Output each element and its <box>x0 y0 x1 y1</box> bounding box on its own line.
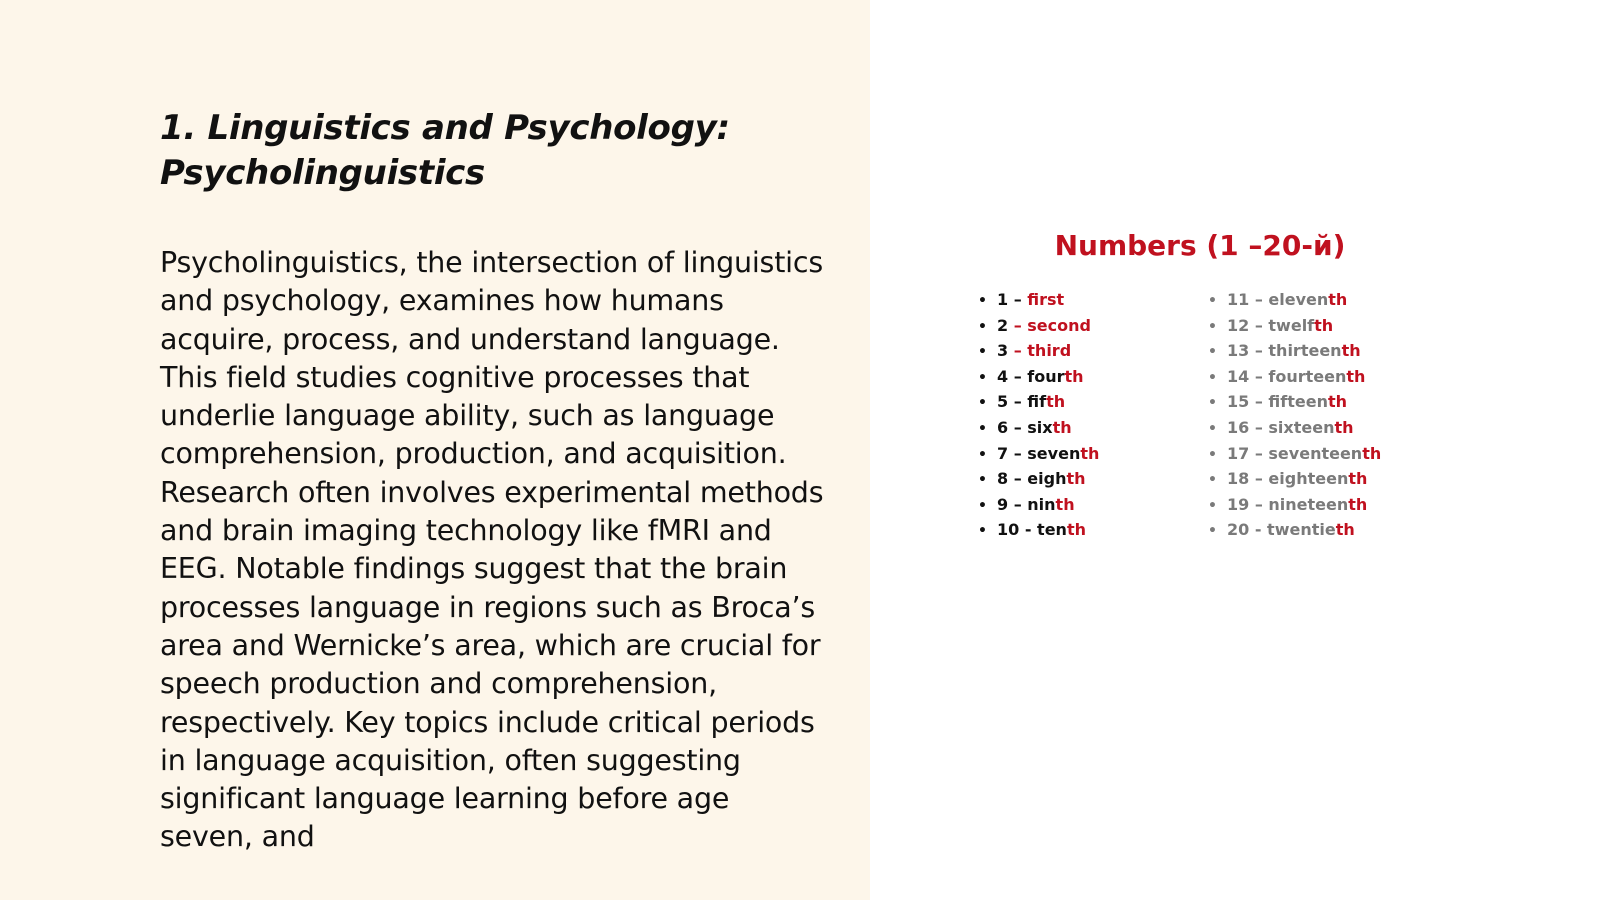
ordinal-suffix: th <box>1348 494 1368 514</box>
bullet-icon: • <box>1208 523 1217 540</box>
ordinal-stem: fifteen <box>1268 392 1328 412</box>
ordinal-separator: – <box>1249 469 1269 489</box>
slide-title: 1. Linguistics and Psychology: Psycholinguistics <box>160 108 730 193</box>
ordinal-suffix: th <box>1080 443 1100 463</box>
ordinal-stem: sixteen <box>1268 417 1335 437</box>
ordinal-list-item <box>978 314 1198 340</box>
ordinal-suffix: th <box>1346 366 1366 386</box>
ordinal-number: 11 <box>1227 290 1250 309</box>
bullet-icon: • <box>978 523 987 540</box>
ordinal-number: 2 <box>997 315 1009 335</box>
ordinals-list-1-10 <box>978 288 1198 544</box>
ordinal-stem: ten <box>1037 520 1067 540</box>
ordinal-stem: eleven <box>1268 290 1329 309</box>
ordinal-suffix: th <box>1052 417 1072 437</box>
ordinal-stem: seven <box>1027 443 1081 463</box>
bullet-icon: • <box>1208 344 1217 361</box>
ordinal-list-item <box>978 416 1198 442</box>
ordinal-list-item <box>1208 314 1438 340</box>
bullet-icon: • <box>1208 497 1217 514</box>
ordinal-number: 19 <box>1227 494 1250 514</box>
ordinal-number: 15 <box>1227 392 1250 412</box>
ordinal-list-item <box>1208 288 1438 314</box>
bullet-icon: • <box>978 420 987 437</box>
bullet-icon: • <box>978 344 987 361</box>
ordinal-number: 9 <box>997 494 1009 514</box>
ordinal-suffix: th <box>1046 392 1066 412</box>
ordinal-separator: – <box>1249 366 1269 386</box>
ordinal-number: 3 <box>997 341 1009 361</box>
ordinal-suffix: th <box>1314 315 1334 335</box>
ordinal-number: 12 <box>1227 315 1250 335</box>
ordinal-suffix: th <box>1348 469 1368 489</box>
bullet-icon: • <box>978 369 987 386</box>
ordinal-list-item <box>978 288 1198 314</box>
ordinal-stem: seventeen <box>1268 443 1363 463</box>
bullet-icon: • <box>1208 446 1217 463</box>
ordinal-suffix: th <box>1334 417 1354 437</box>
ordinal-number: 6 <box>997 417 1009 437</box>
numbers-image-title: Numbers (1 –20-й) <box>1054 229 1346 262</box>
ordinal-suffix: second <box>1027 315 1091 335</box>
bullet-icon: • <box>1208 472 1217 489</box>
ordinal-list-item <box>1208 518 1438 544</box>
ordinal-list-item <box>1208 365 1438 391</box>
ordinal-list-item <box>978 390 1198 416</box>
ordinal-separator: – <box>1008 494 1028 514</box>
ordinal-stem: four <box>1027 366 1065 386</box>
ordinal-list-item <box>978 442 1198 468</box>
ordinal-separator: – <box>1008 341 1028 361</box>
ordinal-list-item <box>1208 493 1438 519</box>
bullet-icon: • <box>1208 318 1217 335</box>
ordinal-separator: – <box>1249 341 1269 361</box>
bullet-icon: • <box>978 395 987 412</box>
ordinal-suffix: th <box>1055 494 1075 514</box>
ordinal-separator: – <box>1008 469 1028 489</box>
bullet-icon: • <box>978 472 987 489</box>
ordinal-stem: fif <box>1027 392 1047 412</box>
ordinal-stem: thirteen <box>1268 341 1342 361</box>
ordinal-list-item <box>978 467 1198 493</box>
ordinal-suffix: th <box>1362 443 1382 463</box>
ordinal-numbers-image <box>960 220 1440 540</box>
ordinal-separator: - <box>1019 520 1038 540</box>
ordinal-stem: twelf <box>1268 315 1315 335</box>
ordinal-number: 4 <box>997 366 1009 386</box>
ordinal-suffix: third <box>1027 341 1072 361</box>
ordinal-separator: – <box>1008 443 1028 463</box>
ordinal-separator: – <box>1008 392 1028 412</box>
ordinal-stem: nineteen <box>1268 494 1349 514</box>
ordinal-list-item <box>1208 467 1438 493</box>
bullet-icon: • <box>1208 293 1217 309</box>
ordinal-number: 1 <box>997 290 1009 309</box>
ordinal-list-item <box>1208 442 1438 468</box>
ordinal-stem: nin <box>1027 494 1056 514</box>
ordinal-separator: – <box>1249 315 1269 335</box>
ordinal-suffix: first <box>1027 290 1065 309</box>
ordinal-separator: – <box>1249 443 1269 463</box>
ordinal-separator: – <box>1249 417 1269 437</box>
ordinals-list-11-20 <box>1208 288 1438 544</box>
ordinal-separator: - <box>1249 520 1268 540</box>
ordinal-number: 17 <box>1227 443 1250 463</box>
ordinal-list-item <box>1208 390 1438 416</box>
ordinal-list-item <box>978 339 1198 365</box>
ordinal-suffix: th <box>1328 290 1348 309</box>
ordinal-list-item <box>978 493 1198 519</box>
ordinal-separator: – <box>1249 392 1269 412</box>
ordinal-number: 5 <box>997 392 1009 412</box>
ordinal-stem: six <box>1027 417 1053 437</box>
bullet-icon: • <box>978 318 987 335</box>
bullet-icon: • <box>978 446 987 463</box>
bullet-icon: • <box>1208 395 1217 412</box>
ordinal-separator: – <box>1249 494 1269 514</box>
ordinal-separator: – <box>1008 366 1028 386</box>
ordinal-suffix: th <box>1341 341 1361 361</box>
ordinal-separator: – <box>1008 290 1028 309</box>
ordinal-number: 20 <box>1227 520 1250 540</box>
ordinal-separator: – <box>1249 290 1269 309</box>
ordinal-stem: fourteen <box>1268 366 1347 386</box>
bullet-icon: • <box>1208 420 1217 437</box>
ordinal-list-item <box>978 365 1198 391</box>
ordinal-list-item <box>1208 339 1438 365</box>
ordinal-number: 10 <box>997 520 1020 540</box>
bullet-icon: • <box>978 293 987 309</box>
ordinal-separator: – <box>1008 315 1028 335</box>
bullet-icon: • <box>978 497 987 514</box>
ordinal-separator: – <box>1008 417 1028 437</box>
ordinal-number: 8 <box>997 469 1009 489</box>
ordinal-stem: eigh <box>1027 469 1067 489</box>
ordinal-number: 18 <box>1227 469 1250 489</box>
ordinal-suffix: th <box>1066 520 1086 540</box>
ordinal-number: 14 <box>1227 366 1250 386</box>
ordinal-list-item <box>1208 416 1438 442</box>
ordinal-stem: twentie <box>1267 520 1336 540</box>
ordinal-suffix: th <box>1335 520 1355 540</box>
slide-body-text: Psycholinguistics, the intersection of linguistics and psychology, examines how humans acquire, process, and understand language. This field studies cognitive processes that underlie language ability, such as language comprehension, production, and acquisition. Research often involves experimental methods and brain imaging technology like fMRI and EEG. Notable findings suggest that the brain processes language in regions such as Broca’s area and Wernicke’s area, which are crucial for speech production and comprehension, respectively. Key topics include critical periods in language acquisition, often suggesting significant language learning before age seven, and <box>160 246 824 854</box>
ordinal-number: 16 <box>1227 417 1250 437</box>
ordinal-suffix: th <box>1066 469 1086 489</box>
ordinal-suffix: th <box>1327 392 1348 412</box>
ordinal-list-item <box>978 518 1198 544</box>
ordinal-suffix: th <box>1064 366 1084 386</box>
bullet-icon: • <box>1208 369 1217 386</box>
ordinal-stem: eighteen <box>1268 469 1349 489</box>
ordinal-number: 13 <box>1227 341 1250 361</box>
ordinal-number: 7 <box>997 443 1009 463</box>
